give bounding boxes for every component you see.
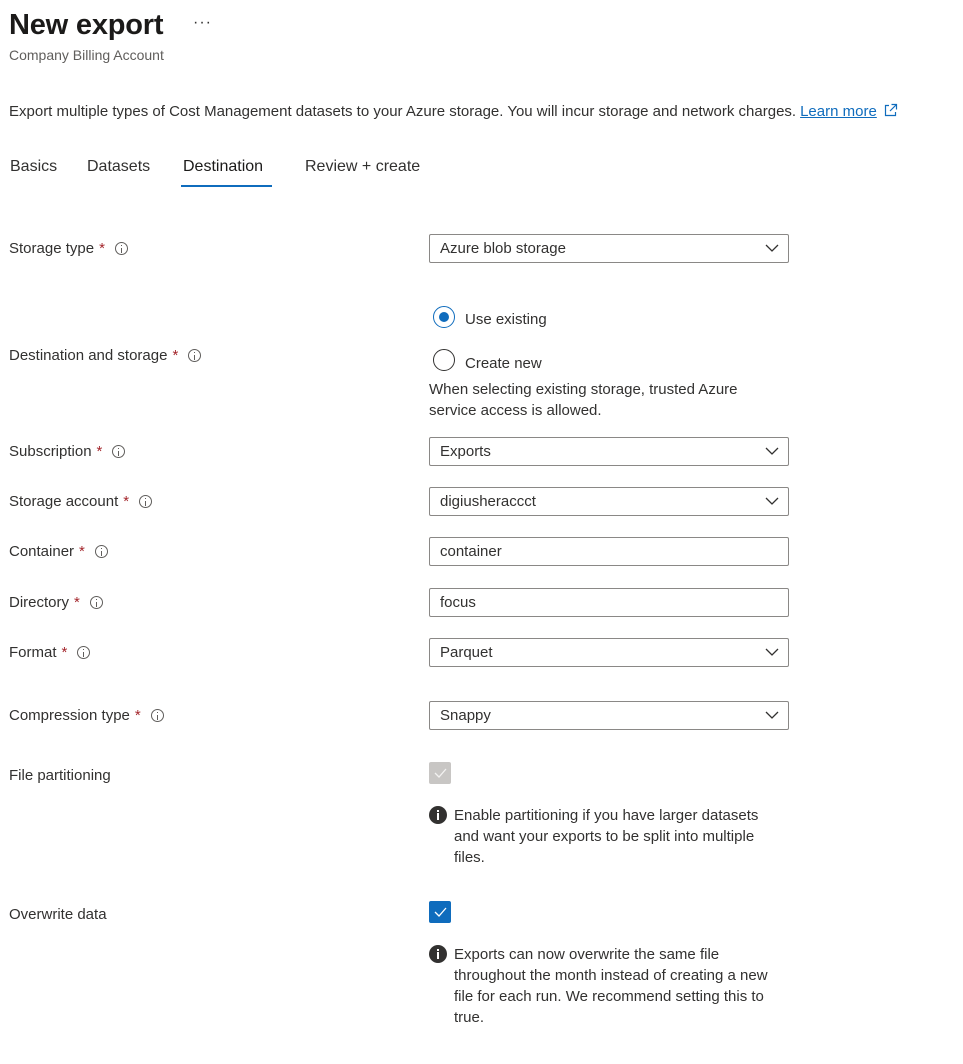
compression-label: Compression type * (9, 707, 164, 724)
required-marker: * (134, 707, 141, 724)
compression-value: Snappy (440, 707, 491, 724)
checkmark-icon (434, 907, 447, 917)
container-label: Container * (9, 543, 108, 560)
directory-label: Directory * (9, 594, 103, 611)
subscription-dropdown[interactable] (429, 437, 789, 466)
format-value: Parquet (440, 644, 493, 661)
chevron-down-icon (765, 243, 779, 253)
description-text: Export multiple types of Cost Management datasets to your Azure storage. You will incur storage and network charges. (9, 103, 797, 120)
more-options-button[interactable]: ··· (193, 14, 212, 31)
directory-input[interactable] (429, 588, 789, 617)
info-icon[interactable] (188, 349, 201, 362)
description (9, 103, 898, 122)
subscription-label: Subscription * (9, 443, 125, 460)
destination-label: Destination and storage * (9, 347, 201, 364)
file-partitioning-note: Enable partitioning if you have larger datasets and want your exports to be split into multiple files. (454, 807, 759, 866)
info-icon[interactable] (139, 495, 152, 508)
tab-review-create[interactable]: Review + create (305, 158, 421, 175)
page-subtitle: Company Billing Account (9, 47, 164, 63)
info-icon[interactable] (90, 596, 103, 609)
info-filled-icon (429, 806, 447, 824)
required-marker: * (96, 443, 103, 460)
active-tab-indicator (181, 185, 272, 187)
format-label: Format * (9, 644, 90, 661)
required-marker: * (79, 543, 85, 560)
file-partitioning-label: File partitioning (9, 767, 111, 784)
overwrite-data-label: Overwrite data (9, 906, 107, 923)
storage-type-dropdown[interactable] (429, 234, 789, 263)
use-existing-label[interactable]: Use existing (465, 311, 547, 328)
info-filled-icon (429, 945, 447, 963)
storage-account-value: digiusheraccct (440, 493, 536, 510)
info-icon[interactable] (95, 545, 108, 558)
use-existing-radio[interactable] (433, 306, 455, 328)
file-partitioning-info (429, 805, 789, 868)
info-icon[interactable] (151, 709, 164, 722)
create-new-radio[interactable] (433, 349, 455, 371)
info-icon[interactable] (77, 646, 90, 659)
page-title: New export (9, 9, 164, 41)
storage-type-label: Storage type * (9, 240, 128, 257)
tab-basics[interactable]: Basics (10, 158, 58, 175)
required-marker: * (172, 347, 179, 364)
tab-datasets[interactable]: Datasets (87, 158, 151, 175)
chevron-down-icon (765, 496, 779, 506)
info-icon[interactable] (112, 445, 125, 458)
required-marker: * (61, 644, 68, 661)
checkmark-icon (434, 768, 447, 778)
info-icon[interactable] (115, 242, 128, 255)
chevron-down-icon (765, 647, 779, 657)
external-link-icon[interactable] (883, 103, 898, 122)
file-partitioning-checkbox (429, 762, 451, 784)
required-marker: * (123, 493, 130, 510)
required-marker: * (74, 594, 80, 611)
storage-type-value: Azure blob storage (440, 240, 566, 257)
format-dropdown[interactable] (429, 638, 789, 667)
chevron-down-icon (765, 446, 779, 456)
chevron-down-icon (765, 710, 779, 720)
destination-note: When selecting existing storage, trusted Azure service access is allowed. (429, 381, 738, 419)
compression-dropdown[interactable] (429, 701, 789, 730)
create-new-label[interactable]: Create new (465, 355, 542, 372)
container-input[interactable] (429, 537, 789, 566)
tab-destination[interactable]: Destination (183, 158, 264, 175)
learn-more-link[interactable]: Learn more (800, 103, 877, 120)
overwrite-data-checkbox[interactable] (429, 901, 451, 923)
subscription-value: Exports (440, 443, 491, 460)
overwrite-data-info (429, 944, 789, 1028)
storage-account-dropdown[interactable] (429, 487, 789, 516)
overwrite-data-note: Exports can now overwrite the same file throughout the month instead of creating a new file for each run. We recommend setting this to true. (454, 946, 768, 1026)
required-marker: * (99, 240, 105, 257)
storage-account-label: Storage account * (9, 493, 152, 510)
